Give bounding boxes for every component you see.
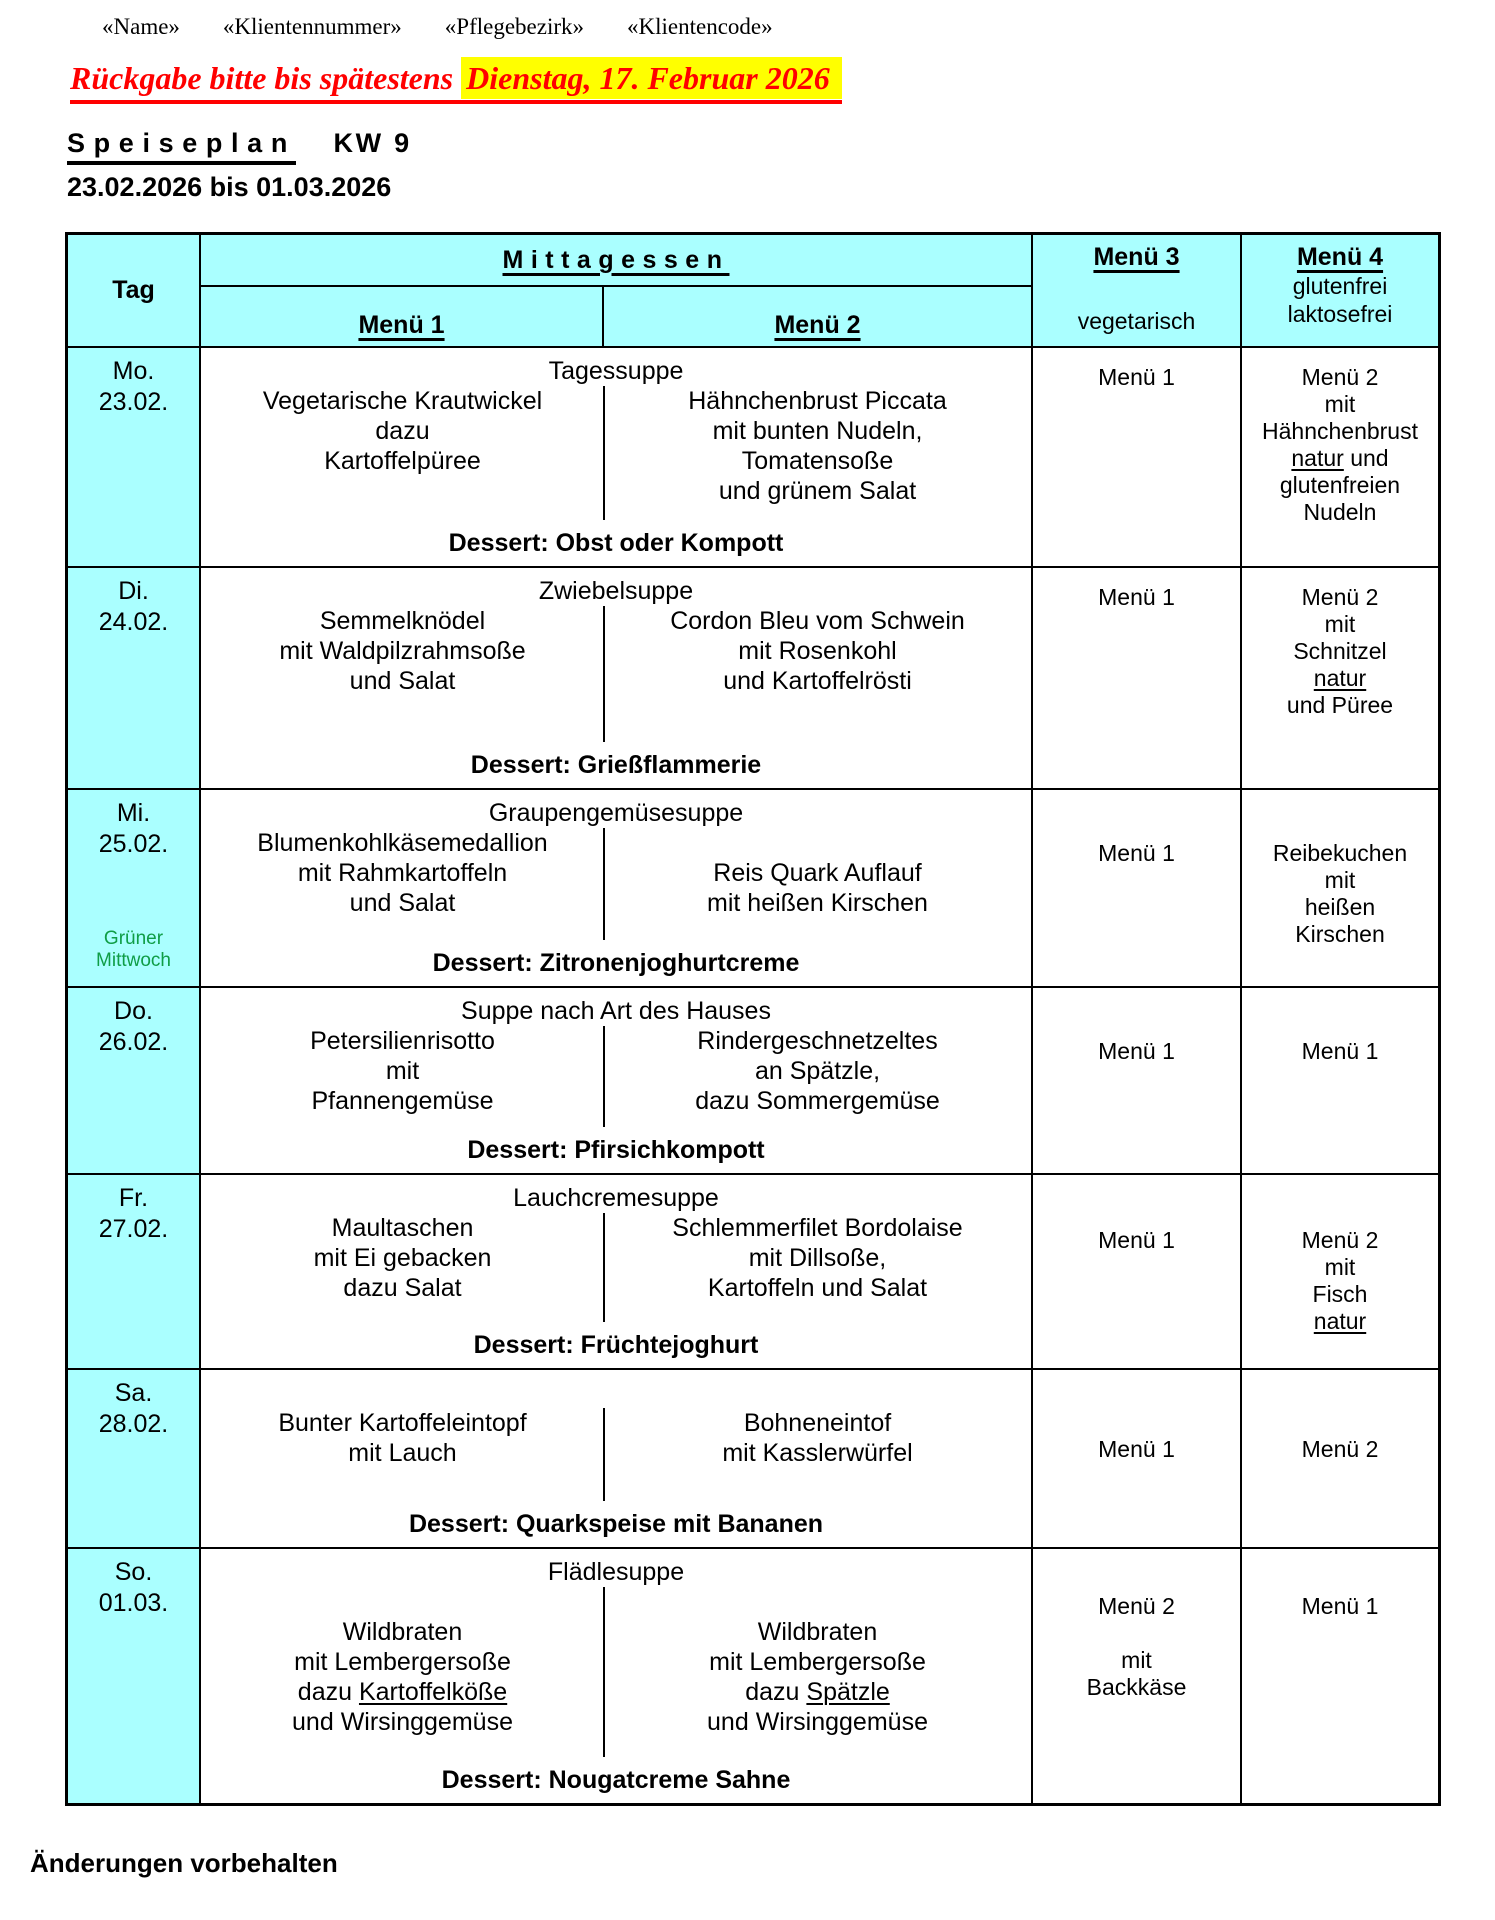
day-date: 23.02. — [98, 388, 169, 416]
menu1-line: mit Lembergersoße — [294, 1648, 511, 1676]
menu-divider — [603, 1026, 605, 1127]
col-header-menu3 — [1033, 235, 1242, 346]
menu2-line: dazu Sommergemüse — [695, 1087, 940, 1115]
day-cell — [68, 1549, 201, 1803]
underlined-text: natur — [1291, 445, 1344, 471]
menu2-text — [604, 386, 1031, 506]
menu2-line: mit heißen Kirschen — [707, 889, 928, 917]
mittagessen-header-row — [201, 235, 1031, 285]
table-row — [68, 1549, 1438, 1803]
menu2-line: und grünem Salat — [718, 477, 917, 505]
return-note — [70, 60, 1495, 104]
dessert-label: Dessert: Grießflammerie — [470, 751, 762, 779]
col-header-menu1 — [201, 287, 604, 346]
menu4-line: Menü 2 — [1301, 1436, 1379, 1462]
menu3-cell — [1033, 1549, 1242, 1803]
menu4-line: Fisch — [1312, 1281, 1368, 1307]
day-name: Do. — [114, 997, 153, 1025]
day-name: Mo. — [112, 357, 155, 385]
menu1-line: mit Ei gebacken — [313, 1244, 492, 1272]
date-range: 23.02.2026 bis 01.03.2026 — [67, 172, 392, 202]
menu1-line: dazu Salat — [343, 1274, 462, 1302]
menu4-line: natur und — [1291, 445, 1389, 471]
day-cell — [68, 1175, 201, 1368]
col-header-tag — [68, 235, 201, 346]
menu-divider — [603, 1213, 605, 1322]
col-header-menu4 — [1242, 235, 1438, 346]
footer-note: Änderungen vorbehalten — [30, 1848, 338, 1878]
menu1-line: mit Waldpilzrahmsoße — [279, 637, 526, 665]
menu3-line: Menü 1 — [1098, 1436, 1175, 1462]
menu3-line: Menü 1 — [1098, 1227, 1175, 1253]
day-cell — [68, 1370, 201, 1547]
day-date: 24.02. — [98, 608, 169, 636]
col-mittagessen-label: Mittagessen — [502, 245, 730, 274]
menu1-line: Semmelknödel — [319, 607, 486, 635]
lunch-cell — [201, 1549, 1033, 1803]
day-cell — [68, 348, 201, 566]
menu1-line: dazu — [375, 417, 430, 445]
menu2-line: Hähnchenbrust Piccata — [688, 387, 947, 415]
col-menu4-sublabel-laktosefrei: laktosefrei — [1287, 301, 1393, 327]
menu3-line: Menü 2 — [1098, 1593, 1175, 1619]
menu3-line: Backkäse — [1086, 1674, 1187, 1700]
menu1-line: dazu Kartoffelköße — [297, 1678, 508, 1706]
menu3-line: Menü 1 — [1098, 364, 1175, 390]
lunch-cell — [201, 790, 1033, 986]
menu2-text — [604, 606, 1031, 696]
return-note-text — [70, 60, 842, 104]
soup-label: Lauchcremesuppe — [513, 1184, 719, 1212]
menu4-cell — [1242, 568, 1438, 788]
menu3-line: Menü 1 — [1098, 584, 1175, 610]
day-name: Di. — [118, 577, 149, 605]
col-menu4-label: Menü 4 — [1296, 243, 1384, 271]
day-cell — [68, 988, 201, 1173]
lunch-cell — [201, 988, 1033, 1173]
menu1-line: Petersilienrisotto — [310, 1027, 495, 1055]
day-name: Sa. — [114, 1379, 153, 1407]
menu3-cell — [1033, 1370, 1242, 1547]
day-name: Mi. — [116, 799, 151, 827]
menu-table — [65, 232, 1441, 1806]
menu4-line: Menü 1 — [1301, 1038, 1379, 1064]
menu4-line: Kirschen — [1295, 921, 1385, 947]
menu2-line: mit bunten Nudeln, — [712, 417, 923, 445]
menu3-line: Menü 1 — [1098, 840, 1175, 866]
underlined-text: Kartoffelköße — [358, 1678, 508, 1706]
day-date: 28.02. — [98, 1410, 169, 1438]
menu3-cell — [1033, 348, 1242, 566]
menu4-line: Menü 1 — [1301, 1593, 1379, 1619]
menu4-line: glutenfreien — [1279, 472, 1401, 498]
menu2-line: Cordon Bleu vom Schwein — [670, 607, 965, 635]
dessert-label: Dessert: Zitronenjoghurtcreme — [432, 949, 800, 977]
menu1-line: Kartoffelpüree — [324, 447, 481, 475]
col-menu4-sublabel-glutenfrei: glutenfrei — [1292, 273, 1388, 299]
col-menu3-sublabel: vegetarisch — [1077, 308, 1196, 334]
menu2-line: Kartoffeln und Salat — [707, 1274, 928, 1302]
menu3-cell — [1033, 988, 1242, 1173]
soup-label: Suppe nach Art des Hauses — [461, 997, 771, 1025]
col-menu2-label: Menü 2 — [774, 311, 861, 339]
day-date: 25.02. — [98, 830, 169, 858]
menu3-cell — [1033, 790, 1242, 986]
week-label: KW 9 — [333, 128, 412, 158]
menu2-line: mit Lembergersoße — [709, 1648, 926, 1676]
menu1-text — [201, 386, 604, 506]
merge-field-name: «Name» — [102, 14, 180, 39]
lunch-cell — [201, 568, 1033, 788]
dessert-label: Dessert: Quarkspeise mit Bananen — [408, 1510, 824, 1538]
lunch-cell — [201, 348, 1033, 566]
soup-label: Graupengemüsesuppe — [488, 799, 744, 827]
day-note-line: Grüner — [103, 928, 164, 949]
dessert-label: Dessert: Nougatcreme Sahne — [441, 1766, 791, 1794]
col-header-menu2 — [604, 287, 1031, 346]
menu-divider — [603, 1587, 605, 1757]
menu2-text — [604, 1213, 1031, 1303]
menu2-line: dazu Spätzle — [745, 1678, 890, 1706]
menu4-line: mit — [1324, 391, 1356, 417]
day-cell — [68, 790, 201, 986]
menu1-text — [201, 1026, 604, 1116]
menu1-text — [201, 1213, 604, 1303]
day-name: So. — [114, 1558, 153, 1586]
menu2-line: und Wirsinggemüse — [707, 1708, 928, 1736]
soup-label — [201, 1378, 1031, 1408]
menu4-line: Menü 2 — [1301, 364, 1379, 390]
menu4-line: mit — [1324, 867, 1356, 893]
merge-field-pflegebezirk: «Pflegebezirk» — [444, 14, 585, 39]
return-note-prefix: Rückgabe bitte bis spätestens — [70, 60, 462, 96]
col-menu1-label: Menü 1 — [358, 311, 445, 339]
menu1-line: Maultaschen — [331, 1214, 474, 1242]
menu4-line: heißen — [1304, 894, 1376, 920]
menu-divider — [603, 1408, 605, 1501]
menu2-line: mit Dillsoße, — [748, 1244, 887, 1272]
return-note-date-highlight: Dienstag, 17. Februar 2026 — [461, 57, 842, 99]
menus — [201, 1026, 1031, 1116]
menu-divider — [603, 386, 605, 520]
menu4-cell — [1242, 1370, 1438, 1547]
table-body — [68, 348, 1438, 1803]
underlined-text: Spätzle — [806, 1678, 890, 1706]
underlined-text: natur — [1313, 1308, 1367, 1334]
menu1-line: mit Rahmkartoffeln — [297, 859, 508, 887]
menu2-line: Tomatensoße — [741, 447, 894, 475]
menu4-line: Hähnchenbrust — [1262, 418, 1418, 444]
table-row — [68, 1370, 1438, 1549]
menu1-line: und Wirsinggemüse — [292, 1708, 513, 1736]
menus — [201, 386, 1031, 506]
merge-field-klientennummer: «Klientennummer» — [222, 14, 402, 39]
menus — [201, 828, 1031, 918]
menu1-text — [201, 828, 604, 918]
menu4-line: mit — [1324, 1254, 1356, 1280]
day-name: Fr. — [118, 1184, 149, 1212]
dessert-label: Dessert: Pfirsichkompott — [467, 1136, 765, 1164]
day-note — [68, 928, 199, 972]
col-menu3-label: Menü 3 — [1093, 243, 1180, 271]
menus — [201, 606, 1031, 696]
menu2-line — [604, 1587, 1031, 1617]
menu-subheader-row — [201, 285, 1031, 346]
day-date: 01.03. — [98, 1589, 169, 1617]
menu3-line — [1033, 1620, 1240, 1647]
menu1-line: Blumenkohlkäsemedallion — [257, 829, 548, 857]
day-date: 27.02. — [98, 1215, 169, 1243]
table-row — [68, 988, 1438, 1175]
menu-divider — [603, 828, 605, 940]
menu1-line: Vegetarische Krautwickel — [262, 387, 543, 415]
title-line — [67, 128, 1495, 165]
menu2-line: und Kartoffelrösti — [723, 667, 912, 695]
menu2-text — [604, 1026, 1031, 1116]
menu3-line: Menü 1 — [1098, 1038, 1175, 1064]
menu1-text — [201, 606, 604, 696]
table-row — [68, 1175, 1438, 1370]
menu3-cell — [1033, 1175, 1242, 1368]
menu4-line: Menü 2 — [1301, 1227, 1379, 1253]
col-header-mittagessen — [201, 235, 1033, 346]
menu2-line: mit Rosenkohl — [738, 637, 897, 665]
table-row — [68, 568, 1438, 790]
menu2-line — [604, 828, 1031, 858]
menu3-line: mit — [1121, 1647, 1152, 1673]
menu2-text — [604, 1408, 1031, 1468]
table-header — [68, 235, 1438, 348]
soup-label: Flädlesuppe — [547, 1558, 685, 1586]
menu4-line — [1242, 665, 1438, 692]
menu2-line: Rindergeschnetzeltes — [697, 1027, 938, 1055]
menu4-line: Reibekuchen — [1272, 840, 1408, 866]
menu4-cell — [1242, 988, 1438, 1173]
menu1-text — [201, 1587, 604, 1737]
menu4-cell — [1242, 1175, 1438, 1368]
table-row — [68, 790, 1438, 988]
day-cell — [68, 568, 201, 788]
menu4-line: und Püree — [1286, 692, 1394, 718]
menu4-cell — [1242, 348, 1438, 566]
menus — [201, 1587, 1031, 1737]
page-title: Speiseplan — [67, 128, 296, 165]
col-tag-label: Tag — [112, 276, 155, 304]
menu1-line: mit Lauch — [348, 1439, 457, 1467]
menu2-line: Schlemmerfilet Bordolaise — [672, 1214, 963, 1242]
menus — [201, 1408, 1031, 1468]
menu4-cell — [1242, 1549, 1438, 1803]
lunch-cell — [201, 1370, 1033, 1547]
day-note-line: Mittwoch — [96, 950, 171, 971]
day-date: 26.02. — [98, 1028, 169, 1056]
merge-fields-line — [102, 0, 1495, 40]
menu-divider — [603, 606, 605, 742]
menu1-text — [201, 1408, 604, 1468]
menu4-line: Nudeln — [1303, 499, 1377, 525]
menu2-line: mit Kasslerwürfel — [722, 1439, 913, 1467]
lunch-cell — [201, 1175, 1033, 1368]
underlined-text: natur — [1313, 665, 1367, 691]
menu1-line: Wildbraten — [342, 1618, 463, 1646]
soup-label: Tagessuppe — [548, 357, 684, 385]
dessert-label: Dessert: Obst oder Kompott — [448, 529, 784, 557]
menu4-line: Menü 2 — [1301, 584, 1379, 610]
table-row — [68, 348, 1438, 568]
soup-label: Zwiebelsuppe — [538, 577, 694, 605]
menu4-line — [1242, 1308, 1438, 1335]
menu4-line: mit — [1324, 611, 1356, 637]
menu1-line: mit — [385, 1057, 420, 1085]
menu2-text — [604, 828, 1031, 918]
menu4-line: Schnitzel — [1293, 638, 1387, 664]
merge-field-klientencode: «Klientencode» — [627, 14, 773, 39]
menu3-cell — [1033, 568, 1242, 788]
menu2-text — [604, 1587, 1031, 1737]
menu1-line: und Salat — [349, 889, 456, 917]
menu1-line: Pfannengemüse — [311, 1087, 494, 1115]
menu1-line — [201, 1587, 604, 1617]
menu2-line: an Spätzle, — [754, 1057, 881, 1085]
menu1-line: Bunter Kartoffeleintopf — [278, 1409, 527, 1437]
menu1-line: und Salat — [349, 667, 456, 695]
menu2-line: Bohneneintof — [743, 1409, 892, 1437]
menu2-line: Reis Quark Auflauf — [713, 859, 922, 887]
menu2-line: Wildbraten — [757, 1618, 878, 1646]
dessert-label: Dessert: Früchtejoghurt — [473, 1331, 759, 1359]
menu4-cell — [1242, 790, 1438, 986]
menus — [201, 1213, 1031, 1303]
